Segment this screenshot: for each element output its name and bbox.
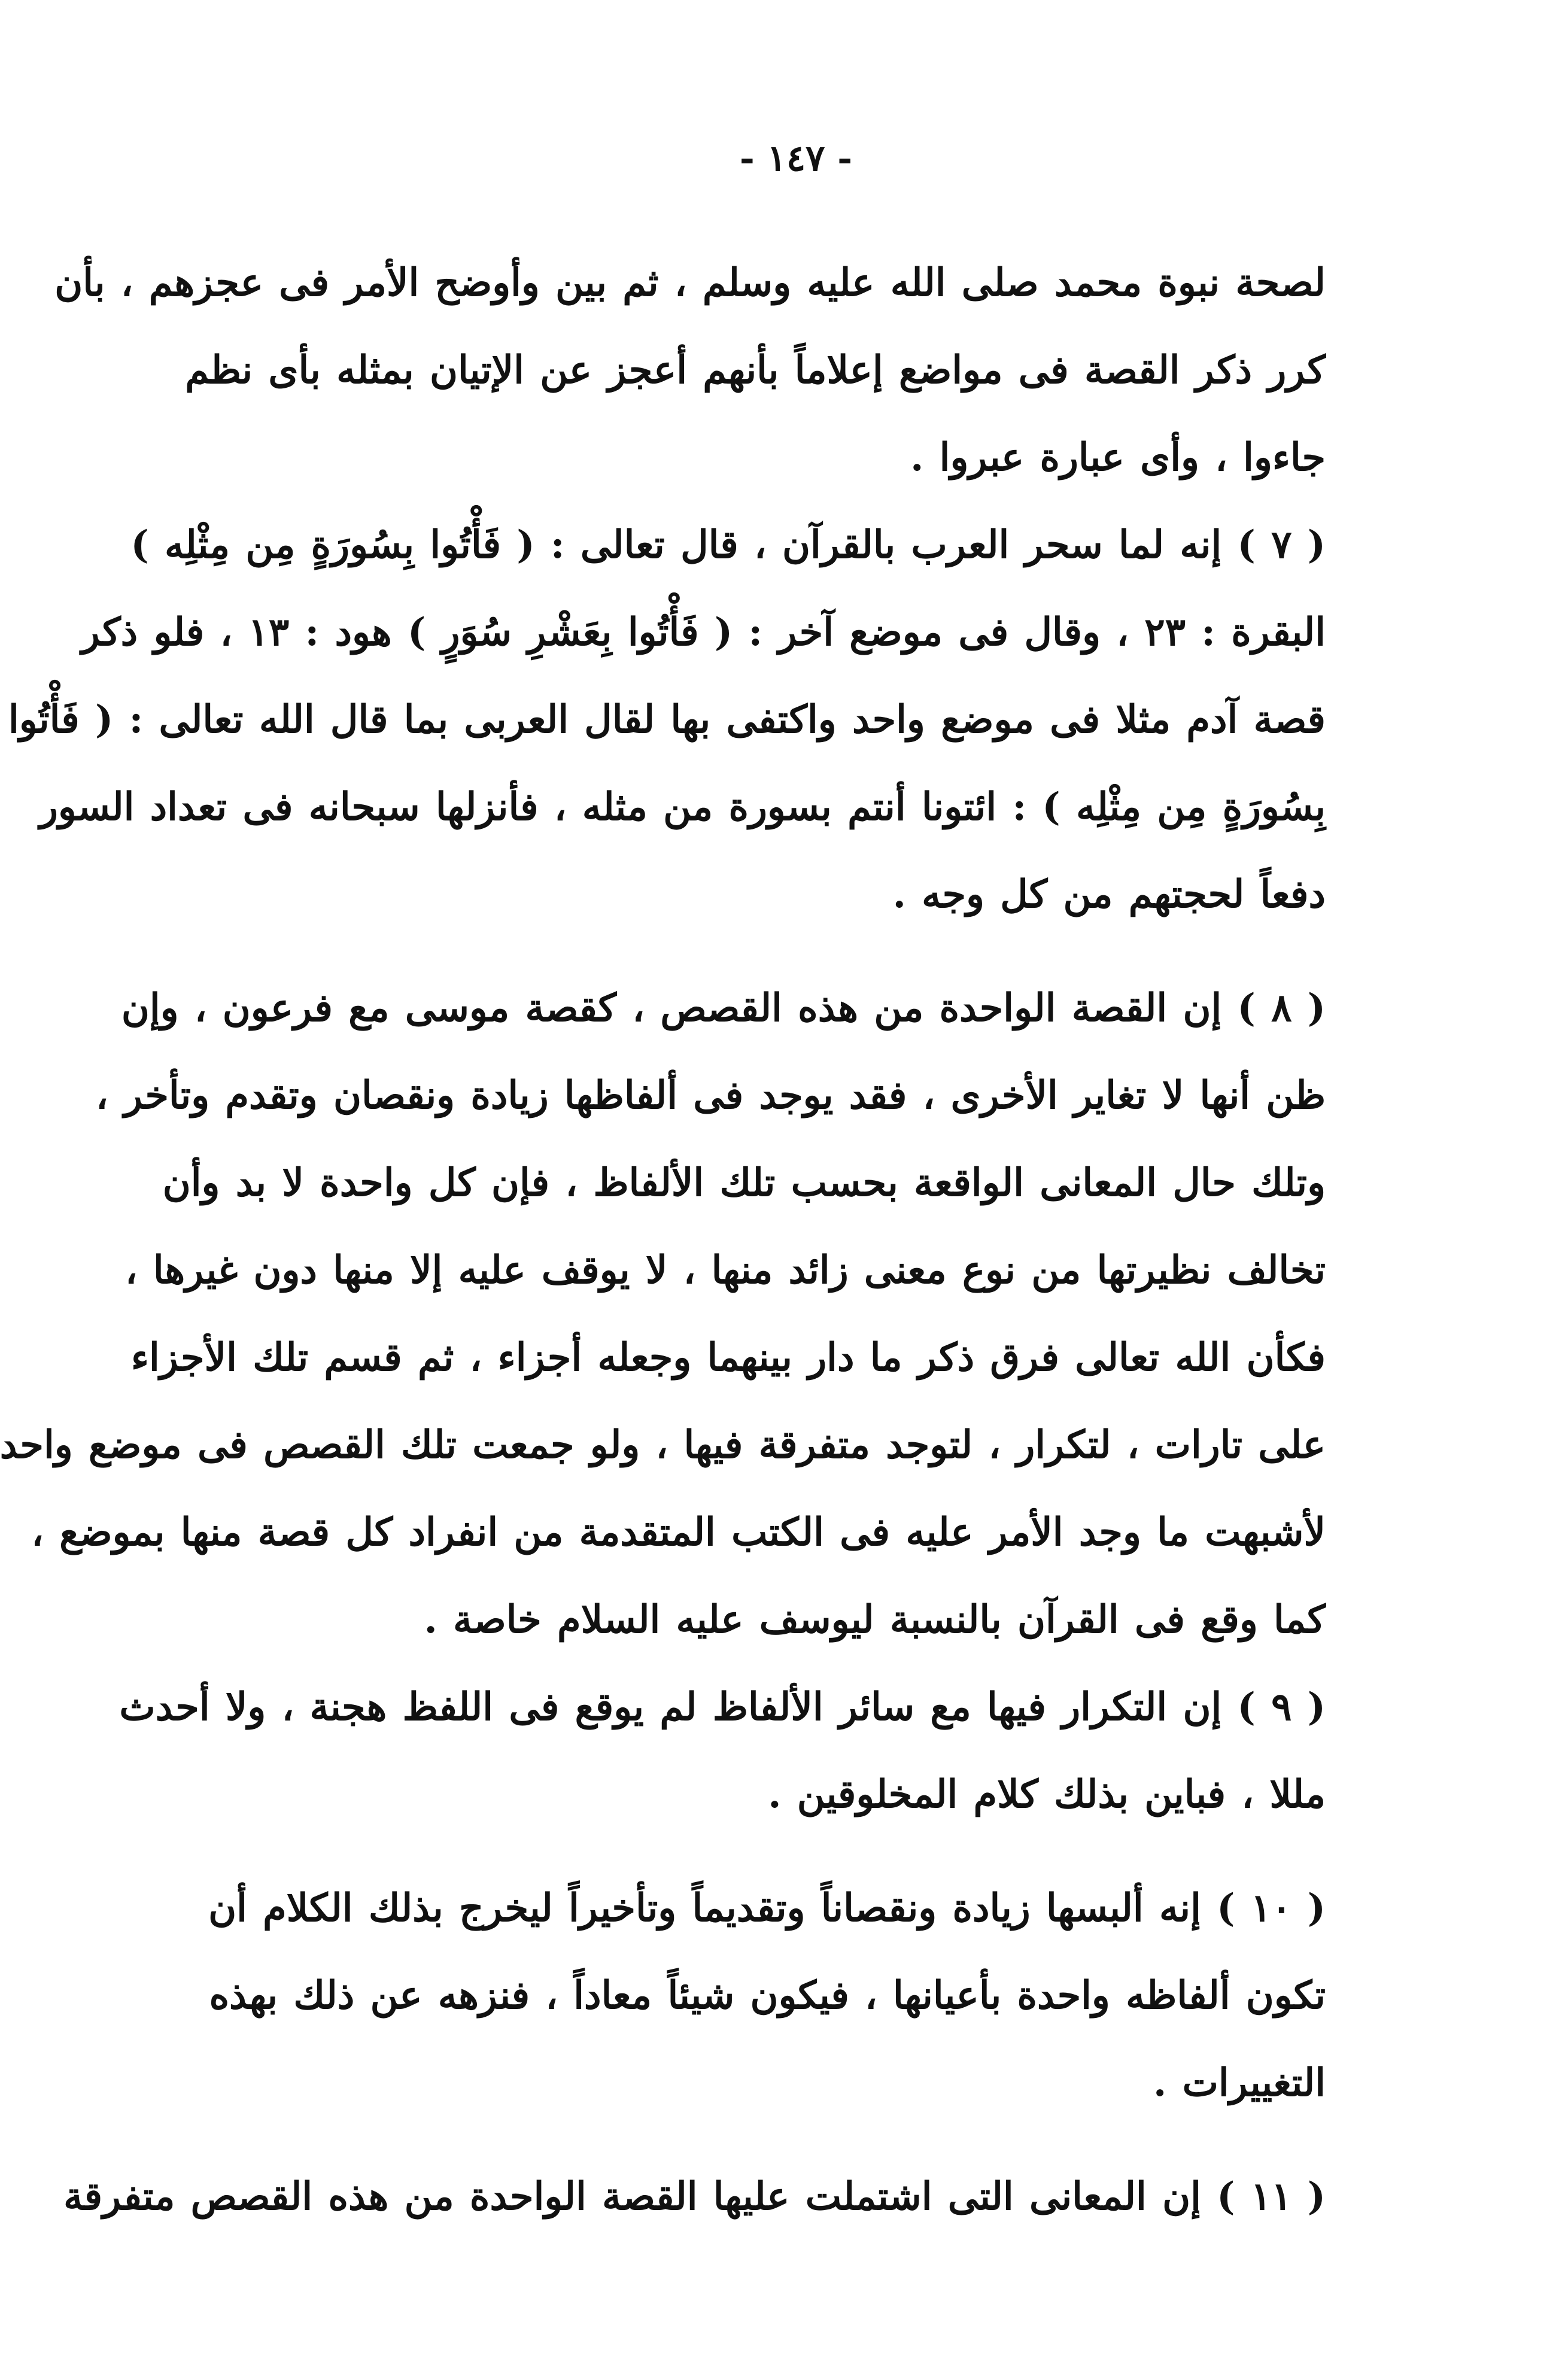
text-line: دفعاً لحجتهم من كل وجه . [892, 872, 1326, 917]
text-line: ( ٩ ) إن التكرار فيها مع سائر الألفاظ لم يوقع فى اللفظ هجنة ، ولا أحدث [119, 1685, 1326, 1729]
text-line: فكأن الله تعالى فرق ذكر ما دار بينهما وجعله أجزاء ، ثم قسم تلك الأجزاء [130, 1335, 1326, 1380]
text-line: التغييرات . [1153, 2060, 1326, 2105]
text-line: بِسُورَةٍ مِن مِثْلِه ) : ائتونا أنتم بسورة من مثله ، فأنزلها سبحانه فى تعداد السور [39, 785, 1326, 829]
paragraph-9 [119, 1664, 1326, 1838]
text-line: البقرة : ٢٣ ، وقال فى موضع آخر : ( فَأْتُوا بِعَشْرِ سُوَرٍ ) هود : ١٣ ، فلو ذكر [81, 610, 1326, 655]
text-line: لصحة نبوة محمد صلى الله عليه وسلم ، ثم بين وأوضح الأمر فى عجزهم ، بأن [54, 260, 1326, 305]
text-line: تخالف نظيرتها من نوع معنى زائد منها ، لا يوقف عليه إلا منها دون غيرها ، [124, 1248, 1326, 1293]
text-line: لأشبهت ما وجد الأمر عليه فى الكتب المتقدمة من انفراد كل قصة منها بموضع ، [31, 1510, 1326, 1555]
paragraph-8 [0, 965, 1326, 1664]
text-line: جاءوا ، وأى عبارة عبروا . [910, 435, 1326, 480]
paragraph-1 [54, 239, 1326, 501]
text-line: ( ١٠ ) إنه ألبسها زيادة ونقصاناً وتقديماً وتأخيراً ليخرج بذلك الكلام أن [208, 1886, 1326, 1931]
text-line: وتلك حال المعانى الواقعة بحسب تلك الألفاظ ، فإن كل واحدة لا بد وأن [162, 1160, 1326, 1205]
paragraph-10 [208, 1865, 1326, 2127]
text-line: ظن أنها لا تغاير الأخرى ، فقد يوجد فى ألفاظها زيادة ونقصان وتقدم وتأخر ، [96, 1073, 1326, 1118]
text-line: ( ٧ ) إنه لما سحر العرب بالقرآن ، قال تعالى : ( فَأْتُوا بِسُورَةٍ مِن مِثْلِه ) [130, 522, 1326, 567]
text-line: ( ١١ ) إن المعانى التى اشتملت عليها القصة الواحدة من هذه القصص متفرقة [63, 2174, 1326, 2219]
text-line: قصة آدم مثلا فى موضع واحد واكتفى بها لقال العربى بما قال الله تعالى : ( فَأْتُوا [8, 697, 1326, 742]
text-line: تكون ألفاظه واحدة بأعيانها ، فيكون شيئاً معاداً ، فنزهه عن ذلك بهذه [209, 1973, 1326, 2018]
page-number: - ١٤٧ - [739, 138, 853, 180]
paragraph-7 [8, 501, 1326, 938]
text-line: مللا ، فباين بذلك كلام المخلوقين . [768, 1772, 1326, 1817]
body-text [0, 239, 1326, 2241]
text-line: ( ٨ ) إن القصة الواحدة من هذه القصص ، كقصة موسى مع فرعون ، وإن [121, 986, 1326, 1031]
text-line: كما وقع فى القرآن بالنسبة ليوسف عليه السلام خاصة . [424, 1597, 1326, 1642]
text-line: على تارات ، لتكرار ، لتوجد متفرقة فيها ، ولو جمعت تلك القصص فى موضع واحد [0, 1422, 1326, 1467]
text-line: كرر ذكر القصة فى مواضع إعلاماً بأنهم أعجز عن الإتيان بمثله بأى نظم [185, 348, 1326, 393]
paragraph-11 [63, 2153, 1326, 2241]
